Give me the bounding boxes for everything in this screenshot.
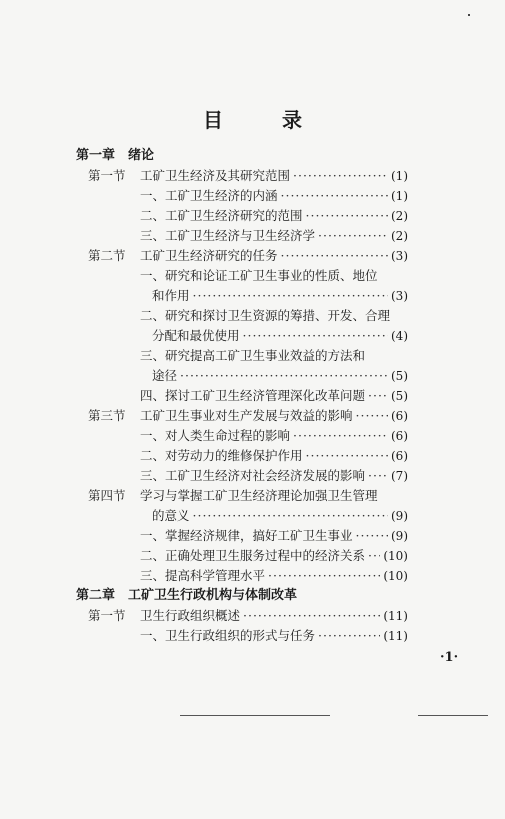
chapter-number: 第一章 — [76, 148, 116, 163]
entry-title: 分配和最优使用 — [152, 328, 240, 343]
leader-dots — [368, 386, 388, 406]
toc-entry-row — [140, 526, 408, 546]
entry-page: (10) — [383, 549, 408, 563]
page-number: ·1· — [440, 650, 459, 665]
toc-entry-row — [140, 186, 408, 206]
section-label: 第一节 — [88, 608, 126, 623]
entry-page: (3) — [391, 289, 408, 303]
toc-entry — [140, 246, 408, 266]
page-title: 目 录 — [203, 108, 328, 132]
toc-entry-row — [140, 626, 408, 646]
toc-entry — [152, 286, 408, 306]
entry-title: 四、探讨工矿卫生经济管理深化改革问题 — [140, 388, 366, 403]
toc-entry — [140, 406, 408, 426]
section-label: 第二节 — [88, 248, 126, 263]
toc-entry-row — [140, 226, 408, 246]
entry-title: 二、对劳动力的维修保护作用 — [140, 448, 303, 463]
toc-entry-row — [152, 366, 408, 386]
entry-title: 二、工矿卫生经济研究的范围 — [140, 208, 303, 223]
toc-section-row — [88, 166, 408, 186]
toc-entry-row — [140, 546, 408, 566]
leader-dots — [368, 466, 388, 486]
entry-title: 二、研究和探讨卫生资源的筹措、开发、合理 — [140, 308, 391, 323]
entry-page: (1) — [391, 169, 408, 183]
entry-page: (10) — [383, 569, 408, 583]
chapter-heading — [76, 586, 436, 606]
toc-entry-row — [140, 386, 408, 406]
toc-entry-row — [140, 426, 408, 446]
toc-entry-row — [140, 446, 408, 466]
toc-entry — [152, 366, 408, 386]
entry-title: 一、掌握经济规律，搞好工矿卫生事业 — [140, 528, 353, 543]
entry-page: (11) — [383, 609, 408, 623]
leader-dots — [356, 406, 388, 426]
toc-entry-row — [140, 266, 408, 286]
section-label: 第四节 — [88, 488, 126, 503]
entry-title: 三、研究提高工矿卫生事业效益的方法和 — [140, 348, 366, 363]
entry-title: 三、工矿卫生经济与卫生经济学 — [140, 228, 316, 243]
toc-section-row — [88, 406, 408, 426]
entry-title: 一、卫生行政组织的形式与任务 — [140, 628, 316, 643]
chapter-number: 第二章 — [76, 588, 116, 603]
entry-page: (3) — [391, 249, 408, 263]
section-label: 第三节 — [88, 408, 126, 423]
toc-entry-row — [140, 466, 408, 486]
entry-page: (2) — [391, 229, 408, 243]
toc-entry — [140, 526, 408, 546]
toc-entry — [140, 626, 408, 646]
toc-section-row — [88, 606, 408, 626]
leader-dots — [180, 366, 388, 386]
toc-entry — [140, 206, 408, 226]
scan-mark — [468, 14, 470, 16]
toc-section-row — [88, 246, 408, 266]
toc-entry-row — [152, 286, 408, 306]
toc-section-row — [88, 486, 408, 506]
leader-dots — [243, 606, 380, 626]
toc-entry-row — [140, 346, 408, 366]
leader-dots — [318, 226, 388, 246]
entry-title: 三、提高科学管理水平 — [140, 568, 266, 583]
leader-dots — [193, 286, 388, 306]
entry-title: 学习与掌握工矿卫生经济理论加强卫生管理 — [140, 488, 378, 503]
entry-title: 卫生行政组织概述 — [140, 608, 241, 623]
leader-dots — [306, 446, 388, 466]
toc-entry-row — [140, 306, 408, 326]
toc-entry-row — [152, 506, 408, 526]
entry-title: 一、研究和论证工矿卫生事业的性质、地位 — [140, 268, 378, 283]
entry-page: (5) — [391, 369, 408, 383]
entry-title: 和作用 — [152, 288, 190, 303]
chapter-heading — [76, 146, 436, 166]
entry-page: (11) — [383, 629, 408, 643]
entry-title: 工矿卫生经济及其研究范围 — [140, 168, 291, 183]
leader-dots — [306, 206, 388, 226]
toc-entry — [140, 386, 408, 406]
leader-dots — [318, 626, 380, 646]
entry-title: 工矿卫生经济研究的任务 — [140, 248, 278, 263]
leader-dots — [356, 526, 388, 546]
entry-page: (9) — [391, 509, 408, 523]
entry-title: 途径 — [152, 368, 178, 383]
toc-entry — [140, 546, 408, 566]
entry-title: 一、对人类生命过程的影响 — [140, 428, 291, 443]
toc-entry — [140, 226, 408, 246]
entry-title: 一、工矿卫生经济的内涵 — [140, 188, 278, 203]
leader-dots — [193, 506, 388, 526]
toc-entry — [152, 326, 408, 346]
leader-dots — [368, 546, 380, 566]
section-label: 第一节 — [88, 168, 126, 183]
entry-page: (1) — [391, 189, 408, 203]
toc-entry — [140, 606, 408, 626]
entry-page: (9) — [391, 529, 408, 543]
toc-entry — [140, 166, 408, 186]
toc-entry — [140, 466, 408, 486]
entry-page: (4) — [391, 329, 408, 343]
entry-title: 三、工矿卫生经济对社会经济发展的影响 — [140, 468, 366, 483]
leader-dots — [243, 326, 388, 346]
entry-title: 二、正确处理卫生服务过程中的经济关系 — [140, 548, 366, 563]
leader-dots — [293, 166, 388, 186]
entry-page: (7) — [391, 469, 408, 483]
toc-entry — [140, 566, 408, 586]
leader-dots — [281, 246, 388, 266]
entry-page: (5) — [391, 389, 408, 403]
chapter-title: 工矿卫生行政机构与体制改革 — [128, 588, 298, 603]
toc-entry-row — [140, 206, 408, 226]
leader-dots — [293, 426, 388, 446]
chapter-title: 绪论 — [128, 148, 155, 163]
footer-rule — [418, 715, 488, 716]
toc-entry — [140, 186, 408, 206]
leader-dots — [281, 186, 388, 206]
entry-page: (6) — [391, 449, 408, 463]
entry-page: (6) — [391, 409, 408, 423]
leader-dots — [268, 566, 380, 586]
entry-title: 的意义 — [152, 508, 190, 523]
toc-entry-row — [140, 566, 408, 586]
toc-entry — [140, 426, 408, 446]
toc-entry — [152, 506, 408, 526]
footer-rule — [180, 715, 330, 716]
entry-page: (6) — [391, 429, 408, 443]
entry-title: 工矿卫生事业对生产发展与效益的影响 — [140, 408, 353, 423]
toc-entry-row — [152, 326, 408, 346]
toc-entry — [140, 446, 408, 466]
entry-page: (2) — [391, 209, 408, 223]
